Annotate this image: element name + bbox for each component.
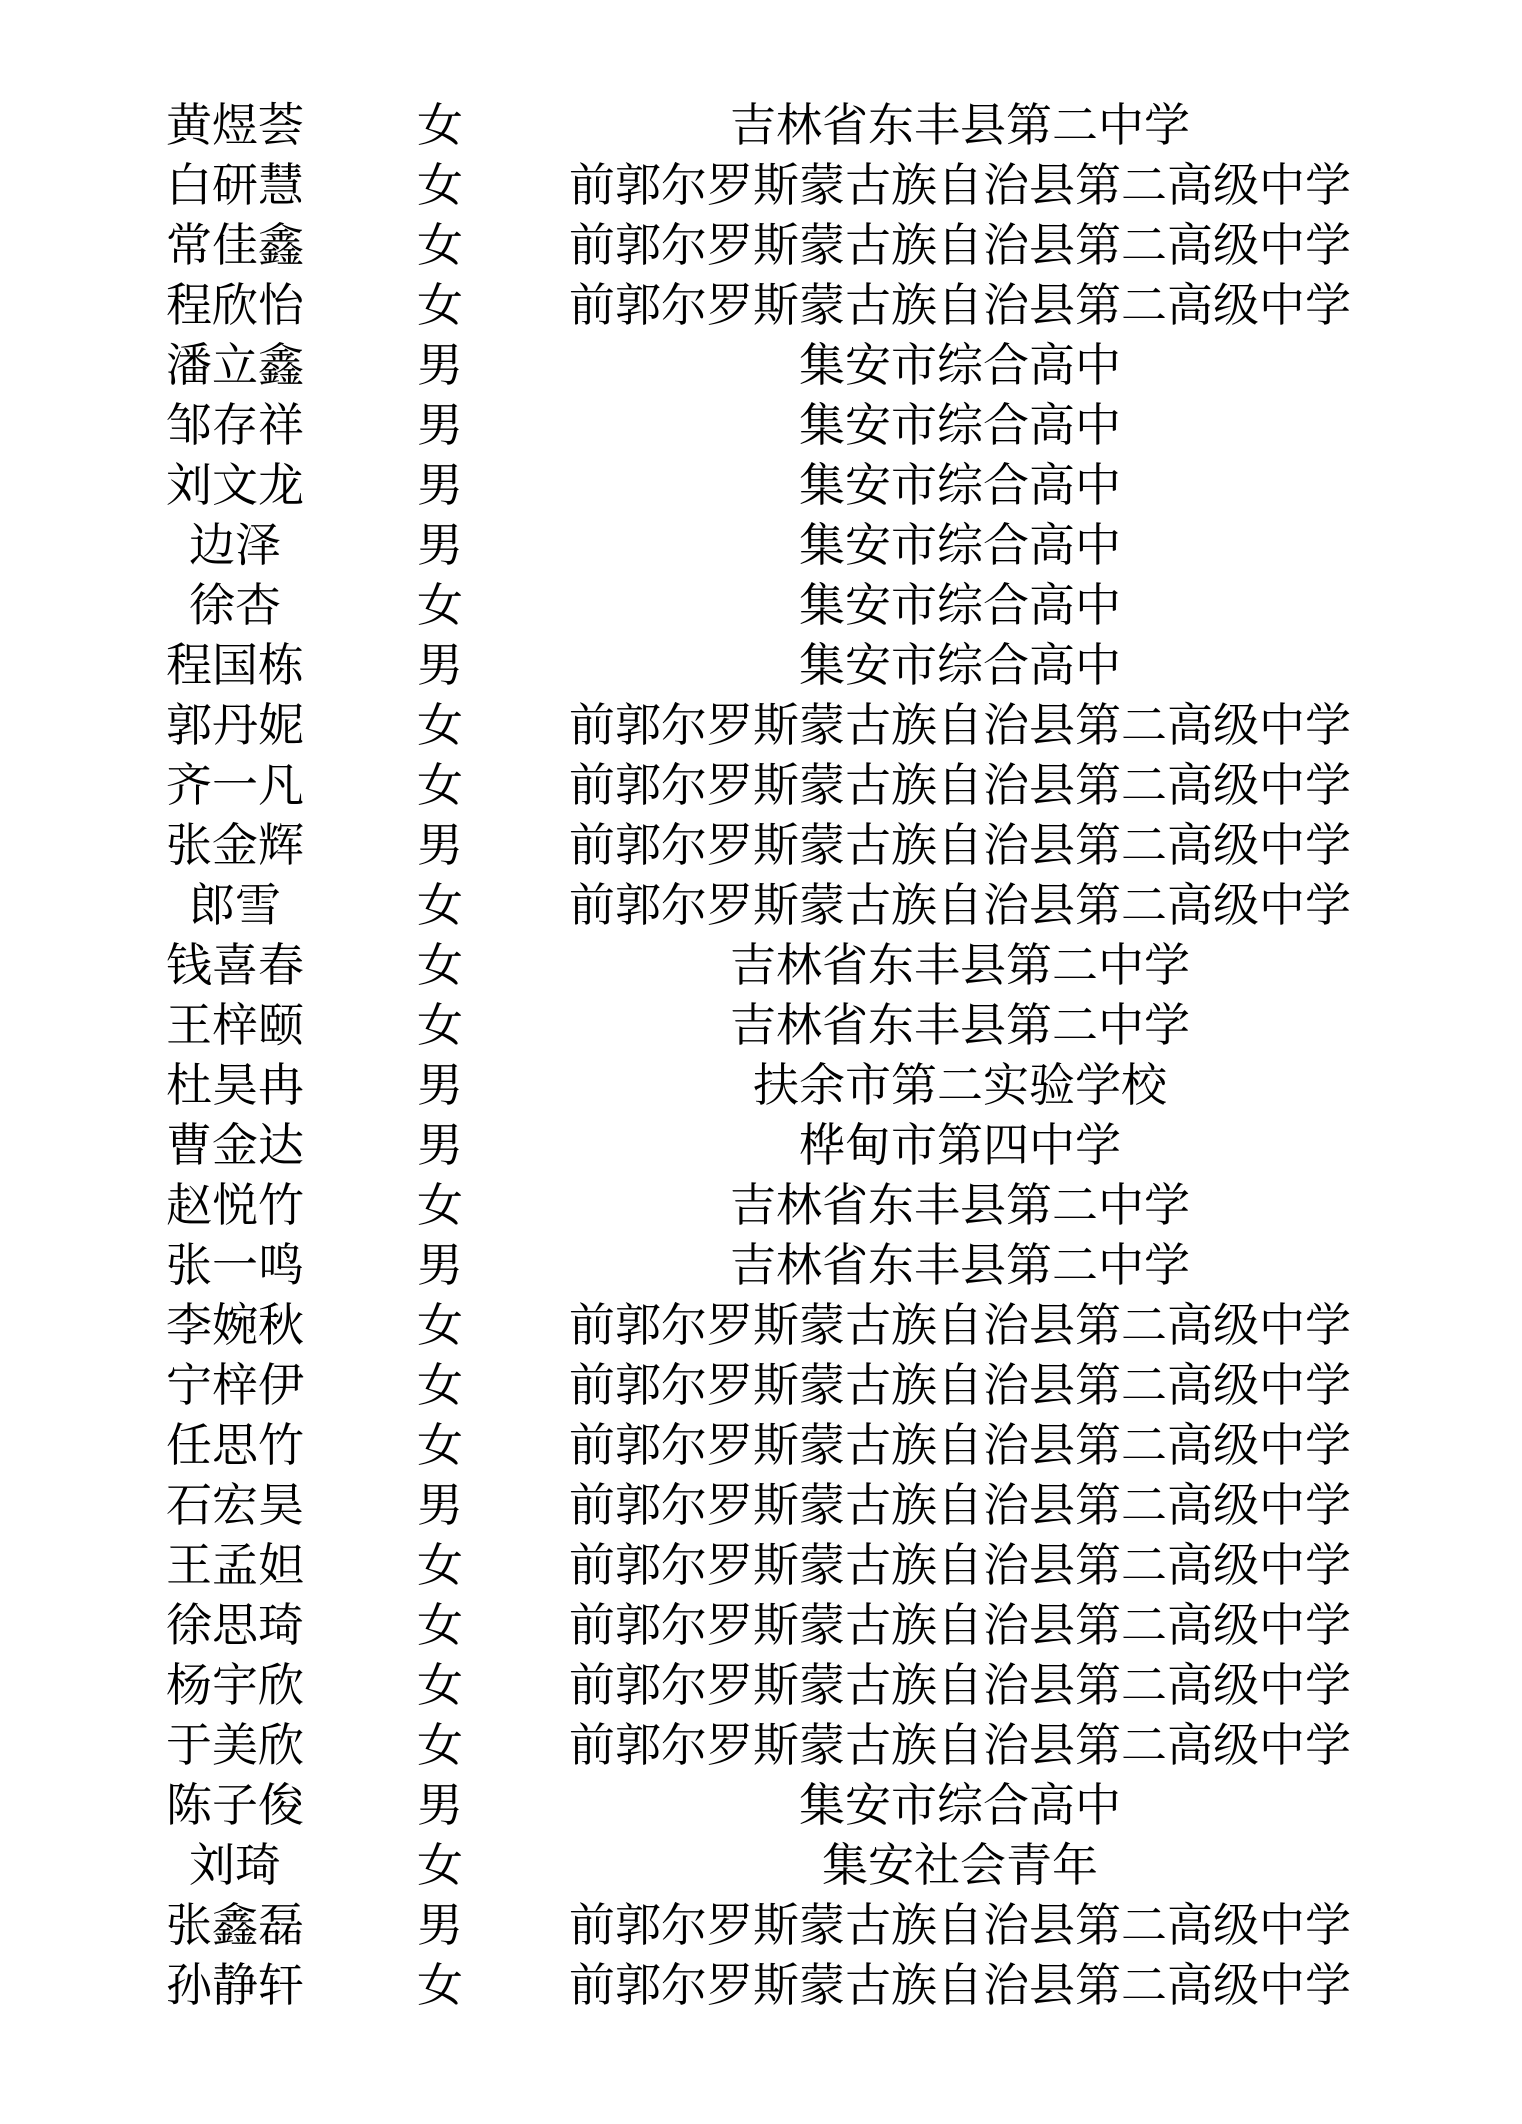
student-gender: 女	[417, 698, 463, 752]
student-gender: 男	[417, 1118, 463, 1172]
roster-row	[0, 1055, 1522, 1115]
student-school: 吉林省东丰县第二中学	[730, 998, 1190, 1052]
student-gender: 女	[417, 878, 463, 932]
student-gender: 女	[417, 758, 463, 812]
student-school: 前郭尔罗斯蒙古族自治县第二高级中学	[569, 1538, 1351, 1592]
student-gender: 女	[417, 278, 463, 332]
student-school: 前郭尔罗斯蒙古族自治县第二高级中学	[569, 1658, 1351, 1712]
roster-row	[0, 935, 1522, 995]
roster-row	[0, 995, 1522, 1055]
student-school: 集安市综合高中	[799, 398, 1121, 452]
student-gender: 男	[417, 1478, 463, 1532]
student-gender: 女	[417, 938, 463, 992]
roster-row	[0, 1715, 1522, 1775]
roster-row	[0, 1175, 1522, 1235]
student-gender: 男	[417, 818, 463, 872]
roster-row	[0, 1775, 1522, 1835]
student-name: 孙静轩	[166, 1958, 304, 2012]
roster-row	[0, 815, 1522, 875]
roster-row	[0, 635, 1522, 695]
student-school: 前郭尔罗斯蒙古族自治县第二高级中学	[569, 818, 1351, 872]
student-name: 曹金达	[166, 1118, 304, 1172]
student-name: 杨宇欣	[166, 1658, 304, 1712]
student-name: 宁梓伊	[166, 1358, 304, 1412]
student-gender: 女	[417, 1178, 463, 1232]
student-name: 郭丹妮	[166, 698, 304, 752]
student-gender: 男	[417, 1238, 463, 1292]
student-gender: 女	[417, 1298, 463, 1352]
student-gender: 女	[417, 1598, 463, 1652]
roster-row	[0, 1895, 1522, 1955]
roster-row	[0, 1355, 1522, 1415]
student-school: 集安市综合高中	[799, 338, 1121, 392]
student-gender: 男	[417, 398, 463, 452]
student-name: 于美欣	[166, 1718, 304, 1772]
student-gender: 女	[417, 1658, 463, 1712]
roster-row	[0, 575, 1522, 635]
student-school: 前郭尔罗斯蒙古族自治县第二高级中学	[569, 278, 1351, 332]
student-name: 徐思琦	[166, 1598, 304, 1652]
student-name: 张一鸣	[166, 1238, 304, 1292]
student-name: 程国栋	[166, 638, 304, 692]
student-name: 王孟妲	[166, 1538, 304, 1592]
student-gender: 男	[417, 1898, 463, 1952]
student-gender: 女	[417, 1718, 463, 1772]
roster-row	[0, 275, 1522, 335]
student-school: 吉林省东丰县第二中学	[730, 1238, 1190, 1292]
student-gender: 女	[417, 98, 463, 152]
student-school: 前郭尔罗斯蒙古族自治县第二高级中学	[569, 1898, 1351, 1952]
student-gender: 女	[417, 578, 463, 632]
roster-row	[0, 1655, 1522, 1715]
roster-row	[0, 1955, 1522, 2015]
student-school: 前郭尔罗斯蒙古族自治县第二高级中学	[569, 1478, 1351, 1532]
roster-row	[0, 95, 1522, 155]
student-gender: 女	[417, 1538, 463, 1592]
student-school: 吉林省东丰县第二中学	[730, 1178, 1190, 1232]
student-gender: 女	[417, 998, 463, 1052]
student-gender: 男	[417, 638, 463, 692]
student-name: 刘文龙	[166, 458, 304, 512]
student-school: 前郭尔罗斯蒙古族自治县第二高级中学	[569, 1418, 1351, 1472]
student-school: 前郭尔罗斯蒙古族自治县第二高级中学	[569, 158, 1351, 212]
student-name: 潘立鑫	[166, 338, 304, 392]
roster-row	[0, 1475, 1522, 1535]
student-gender: 男	[417, 1058, 463, 1112]
roster-row	[0, 215, 1522, 275]
student-school: 扶余市第二实验学校	[753, 1058, 1167, 1112]
student-gender: 女	[417, 158, 463, 212]
student-gender: 女	[417, 1418, 463, 1472]
student-school: 集安市综合高中	[799, 578, 1121, 632]
student-school: 前郭尔罗斯蒙古族自治县第二高级中学	[569, 1958, 1351, 2012]
student-name: 钱喜春	[166, 938, 304, 992]
student-school: 集安市综合高中	[799, 518, 1121, 572]
student-name: 张金辉	[166, 818, 304, 872]
student-name: 刘琦	[189, 1838, 281, 1892]
student-name: 齐一凡	[166, 758, 304, 812]
student-gender: 女	[417, 1958, 463, 2012]
student-school: 前郭尔罗斯蒙古族自治县第二高级中学	[569, 218, 1351, 272]
roster-row	[0, 1295, 1522, 1355]
roster-row	[0, 1415, 1522, 1475]
student-school: 吉林省东丰县第二中学	[730, 98, 1190, 152]
student-school: 桦甸市第四中学	[799, 1118, 1121, 1172]
student-school: 前郭尔罗斯蒙古族自治县第二高级中学	[569, 758, 1351, 812]
student-gender: 男	[417, 518, 463, 572]
student-name: 李婉秋	[166, 1298, 304, 1352]
student-school: 集安市综合高中	[799, 1778, 1121, 1832]
student-school: 前郭尔罗斯蒙古族自治县第二高级中学	[569, 1718, 1351, 1772]
student-name: 王梓颐	[166, 998, 304, 1052]
student-name: 陈子俊	[166, 1778, 304, 1832]
student-school: 吉林省东丰县第二中学	[730, 938, 1190, 992]
roster-row	[0, 1535, 1522, 1595]
student-school: 前郭尔罗斯蒙古族自治县第二高级中学	[569, 1298, 1351, 1352]
roster-row	[0, 395, 1522, 455]
student-name: 邹存祥	[166, 398, 304, 452]
roster-row	[0, 335, 1522, 395]
student-school: 前郭尔罗斯蒙古族自治县第二高级中学	[569, 698, 1351, 752]
student-name: 张鑫磊	[166, 1898, 304, 1952]
student-name: 赵悦竹	[166, 1178, 304, 1232]
student-gender: 女	[417, 218, 463, 272]
student-school: 集安市综合高中	[799, 458, 1121, 512]
roster-row	[0, 755, 1522, 815]
student-gender: 女	[417, 1358, 463, 1412]
roster-row	[0, 515, 1522, 575]
roster-row	[0, 1235, 1522, 1295]
roster-row	[0, 1595, 1522, 1655]
student-name: 白研慧	[166, 158, 304, 212]
student-gender: 男	[417, 458, 463, 512]
roster-row	[0, 695, 1522, 755]
student-name: 石宏昊	[166, 1478, 304, 1532]
roster-row	[0, 155, 1522, 215]
roster-row	[0, 1835, 1522, 1895]
student-roster	[0, 95, 1522, 2015]
student-name: 杜昊冉	[166, 1058, 304, 1112]
roster-row	[0, 1115, 1522, 1175]
student-name: 常佳鑫	[166, 218, 304, 272]
student-name: 边泽	[189, 518, 281, 572]
student-name: 任思竹	[166, 1418, 304, 1472]
roster-row	[0, 875, 1522, 935]
student-name: 程欣怡	[166, 278, 304, 332]
student-gender: 女	[417, 1838, 463, 1892]
student-school: 集安社会青年	[822, 1838, 1098, 1892]
student-school: 前郭尔罗斯蒙古族自治县第二高级中学	[569, 1358, 1351, 1412]
student-school: 前郭尔罗斯蒙古族自治县第二高级中学	[569, 1598, 1351, 1652]
student-school: 集安市综合高中	[799, 638, 1121, 692]
student-name: 郎雪	[189, 878, 281, 932]
student-name: 黄煜荟	[166, 98, 304, 152]
roster-row	[0, 455, 1522, 515]
student-gender: 男	[417, 1778, 463, 1832]
student-name: 徐杏	[189, 578, 281, 632]
student-school: 前郭尔罗斯蒙古族自治县第二高级中学	[569, 878, 1351, 932]
student-gender: 男	[417, 338, 463, 392]
